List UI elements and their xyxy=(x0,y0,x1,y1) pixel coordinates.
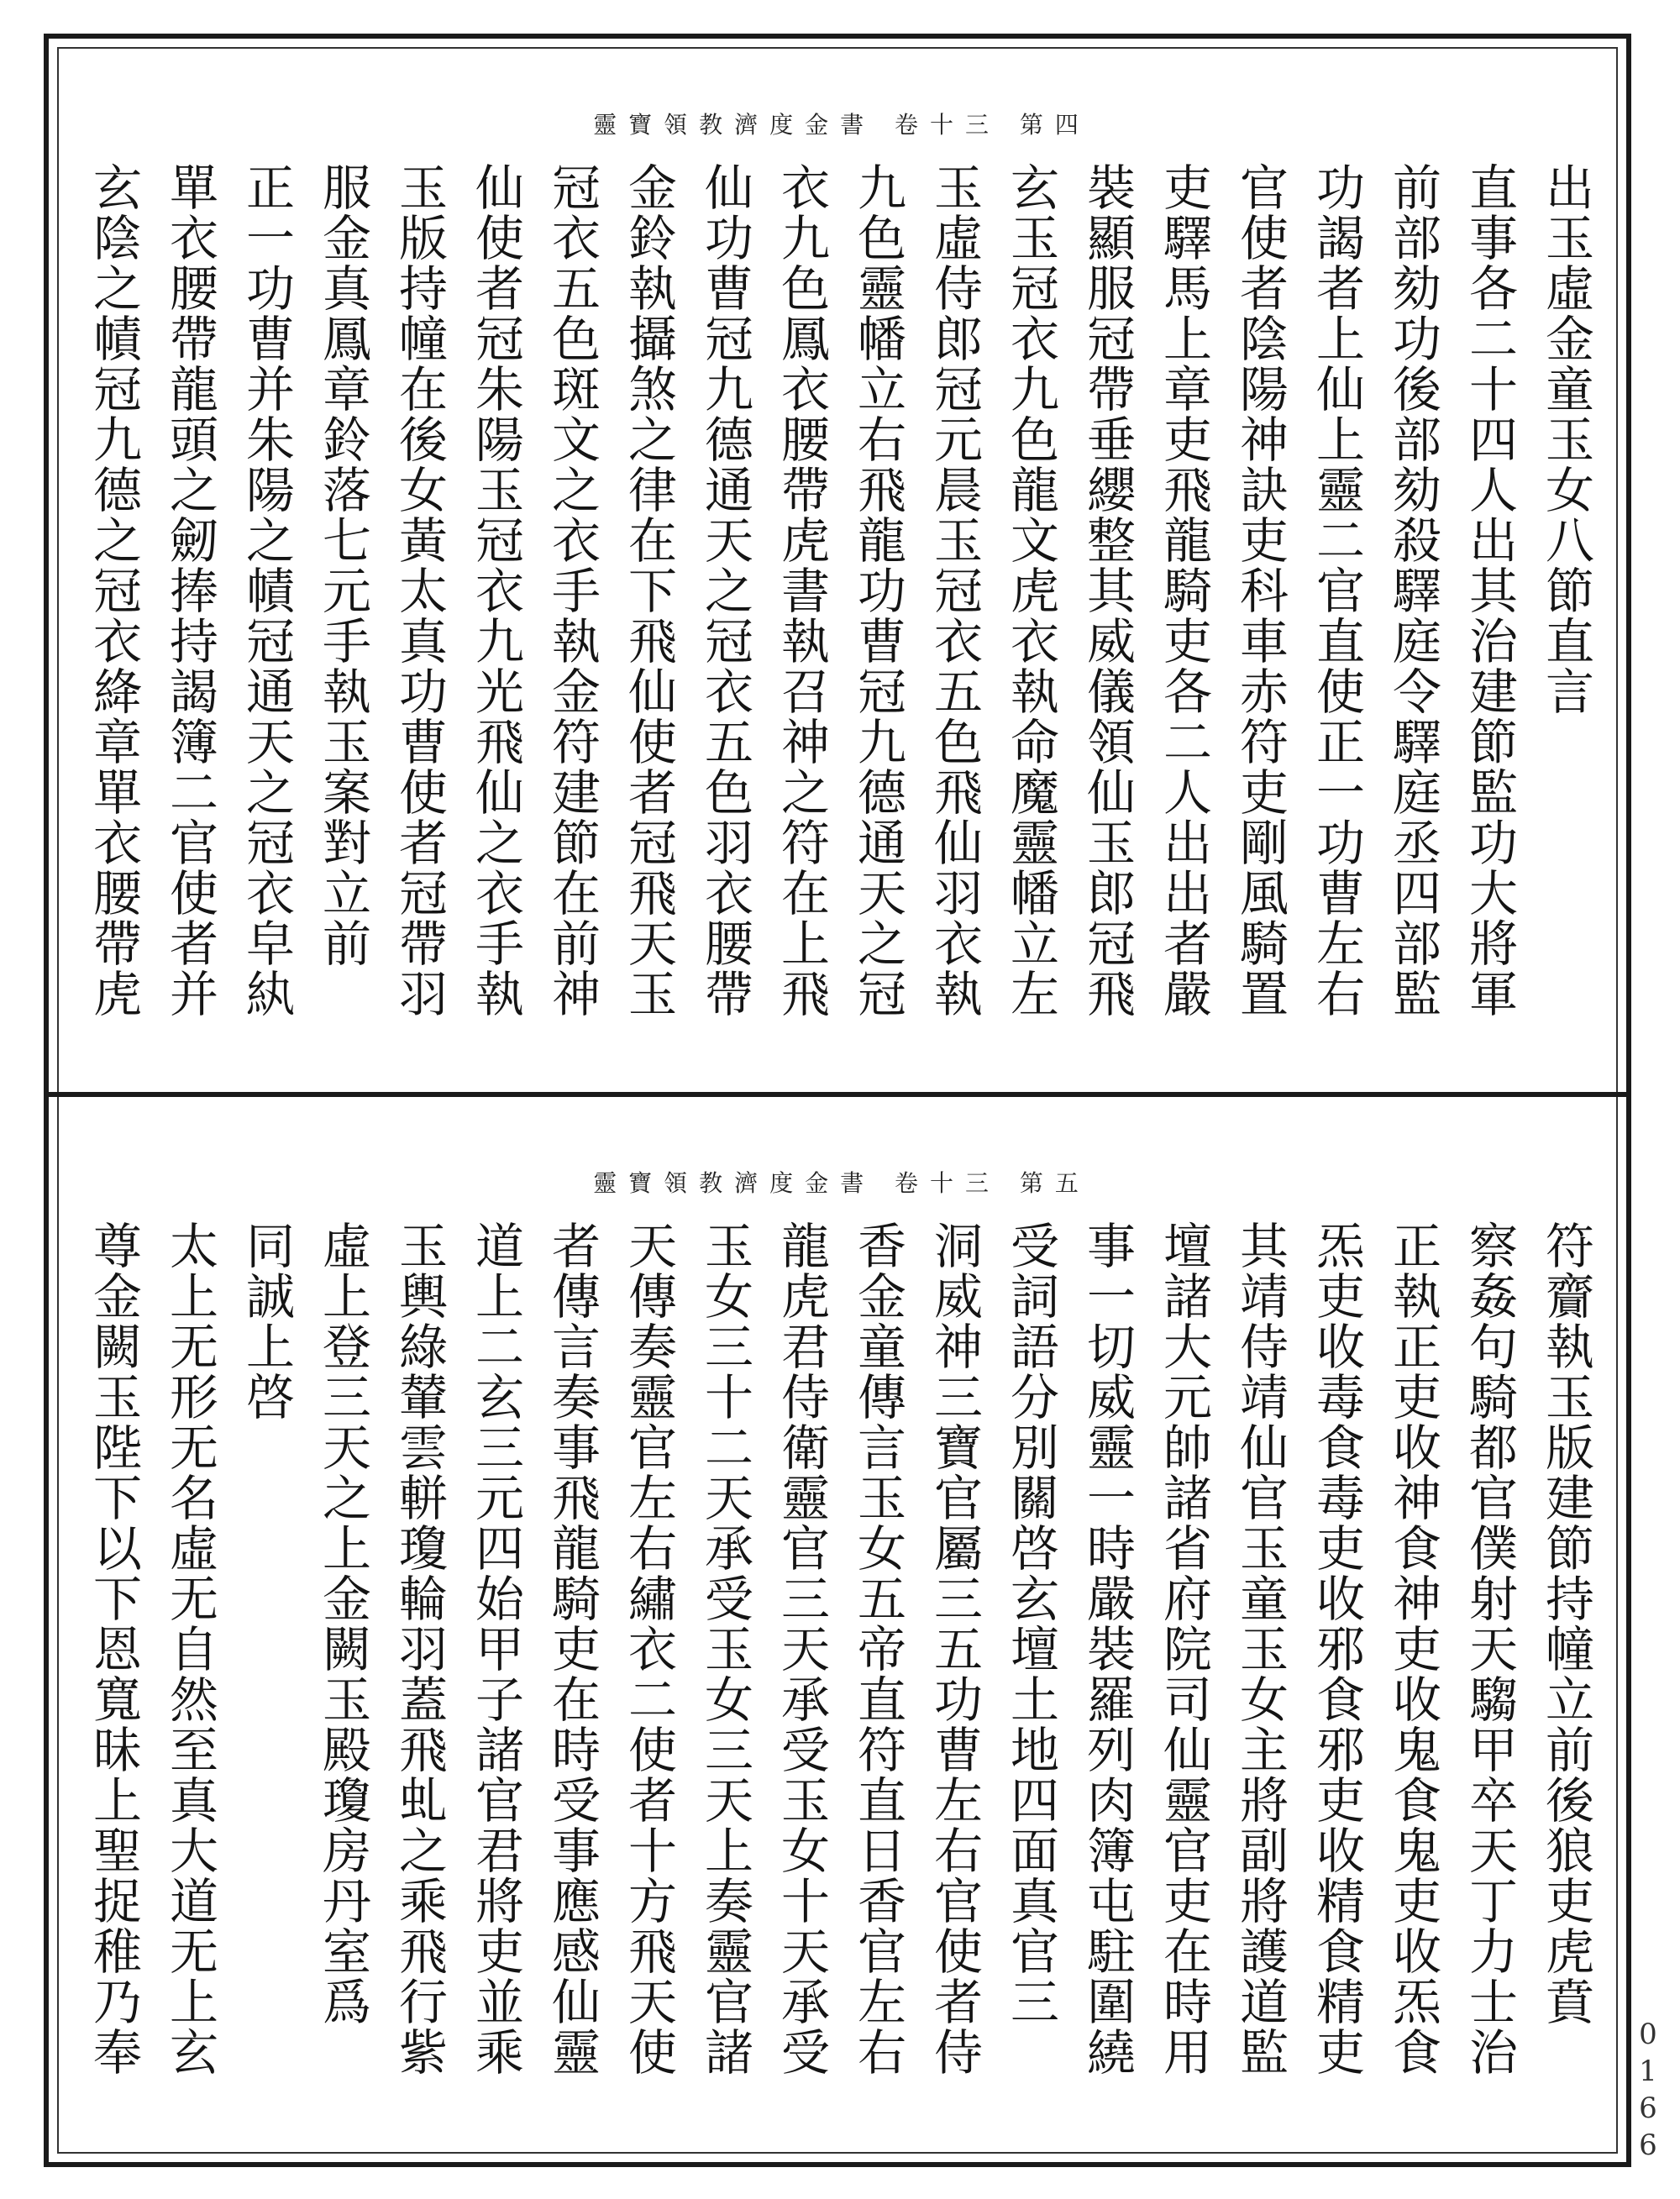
text-column: 香金童傳言玉女五帝直符直日香官左右 xyxy=(849,1220,906,2077)
text-column: 仙使者冠朱陽玉冠衣九光飛仙之衣手執 xyxy=(467,162,524,1019)
text-column: 龍虎君侍衛靈官三天承受玉女十天承受 xyxy=(773,1220,830,2077)
text-column: 玄玉冠衣九色龍文虎衣執命魔靈幡立左 xyxy=(1002,162,1059,1019)
text-column: 事一切威靈一時嚴裝羅列肉簿屯駐圍繞 xyxy=(1079,1220,1136,2077)
text-column: 察姦句騎都官僕射天騶甲卒天丁力士治 xyxy=(1461,1220,1518,2077)
text-column: 功謁者上仙上靈二官直使正一功曹左右 xyxy=(1308,162,1365,1019)
text-column: 仙功曹冠九德通天之冠衣五色羽衣腰帶 xyxy=(696,162,753,1019)
text-block xyxy=(77,1220,1606,2138)
text-column: 其靖侍靖仙官玉童玉女主將副將護道監 xyxy=(1231,1220,1289,2077)
text-column: 受詞語分別關啓玄壇土地四面真官三 xyxy=(1002,1220,1059,2027)
text-column: 正一功曹并朱陽之幘冠通天之冠衣皁紈 xyxy=(238,162,295,1019)
text-block xyxy=(77,162,1606,1071)
text-column: 出玉虛金童玉女八節直言 xyxy=(1537,162,1594,716)
text-column: 符齎執玉版建節持幢立前後狼吏虎賁 xyxy=(1537,1220,1594,2027)
text-column: 裝顯服冠帶垂纓整其威儀領仙玉郎冠飛 xyxy=(1079,162,1136,1019)
text-column: 金鈴執攝煞之律在下飛仙使者冠飛天玉 xyxy=(620,162,677,1019)
text-column: 尊金闕玉陛下以下恩寬昧上聖捉稚乃奉 xyxy=(85,1220,142,2077)
text-column: 冠衣五色斑文之衣手執金符建節在前神 xyxy=(543,162,601,1019)
bottom-panel xyxy=(77,1169,1606,2138)
text-column: 九色靈幡立右飛龍功曹冠九德通天之冠 xyxy=(849,162,906,1019)
panel-divider xyxy=(44,1092,1631,1097)
folio-number: 0166 xyxy=(1631,2018,1665,2165)
text-column: 道上二玄三元四始甲子諸官君將吏並乘 xyxy=(467,1220,524,2077)
text-column: 前部劾功後部劾殺驛庭令驛庭丞四部監 xyxy=(1384,162,1441,1019)
text-column: 壇諸大元帥諸省府院司仙靈官吏在時用 xyxy=(1155,1220,1212,2077)
text-column: 直事各二十四人出其治建節監功大將軍 xyxy=(1461,162,1518,1019)
text-column: 正執正吏收神食神吏收鬼食鬼吏收炁食 xyxy=(1384,1220,1441,2077)
text-column: 炁吏收毒食毒吏收邪食邪吏收精食精吏 xyxy=(1308,1220,1365,2077)
text-column: 天傳奏靈官左右繡衣二使者十方飛天使 xyxy=(620,1220,677,2077)
text-column: 玉輿綠輦雲軿瓊輪羽蓋飛虬之乘飛行紫 xyxy=(391,1220,448,2077)
text-column: 太上无形无名虛无自然至真大道无上玄 xyxy=(161,1220,218,2077)
text-column: 吏驛馬上章吏飛龍騎吏各二人出出者嚴 xyxy=(1155,162,1212,1019)
text-column: 衣九色鳳衣腰帶虎書執召神之符在上飛 xyxy=(773,162,830,1019)
text-column: 玉女三十二天承受玉女三天上奏靈官諸 xyxy=(696,1220,753,2077)
text-column: 玉虛侍郎冠元晨玉冠衣五色飛仙羽衣執 xyxy=(926,162,983,1019)
text-column: 玉版持幢在後女黃太真功曹使者冠帶羽 xyxy=(391,162,448,1019)
text-column: 單衣腰帶龍頭之劒捧持謁簿二官使者并 xyxy=(161,162,218,1019)
text-column: 者傳言奏事飛龍騎吏在時受事應感仙靈 xyxy=(543,1220,601,2077)
running-header: 靈寶領教濟度金書 卷十三 第五 xyxy=(593,1169,1090,1197)
text-column: 服金真鳳章鈴落七元手執玉案對立前 xyxy=(314,162,371,968)
top-panel xyxy=(77,111,1606,1071)
text-column: 官使者陰陽神訣吏科車赤符吏剛風騎置 xyxy=(1231,162,1289,1019)
text-column: 虛上登三天之上金闕玉殿瓊房丹室爲 xyxy=(314,1220,371,2027)
text-column: 同誠上啓 xyxy=(238,1220,295,1422)
text-column: 玄陰之幘冠九德之冠衣絳章單衣腰帶虎 xyxy=(85,162,142,1019)
text-column: 洞威神三寶官屬三五功曹左右官使者侍 xyxy=(926,1220,983,2077)
running-header: 靈寶領教濟度金書 卷十三 第四 xyxy=(593,111,1090,139)
